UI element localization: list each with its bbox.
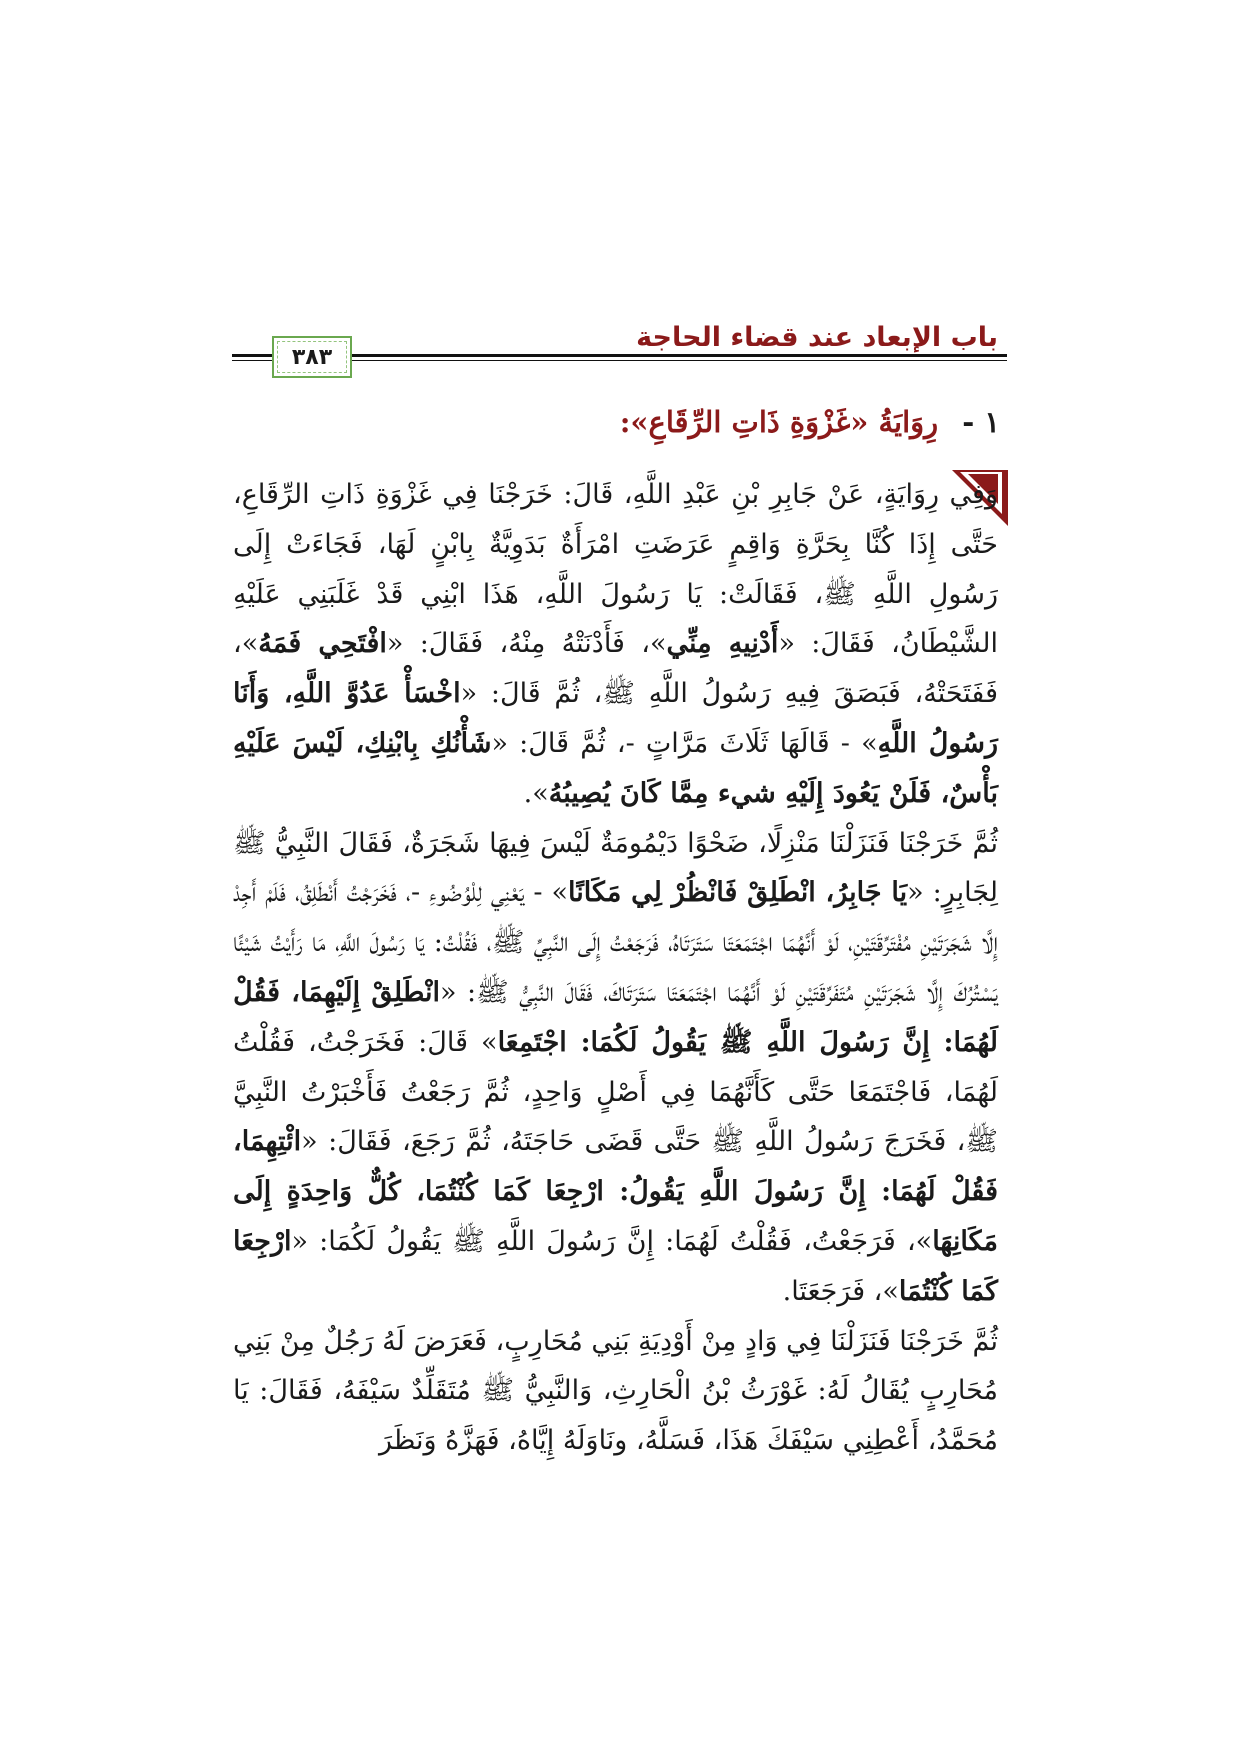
narration-text: ثُمَّ خَرَجْنَا فَنَزَلْنَا مَنْزِلًا، ضَحْوًا دَيْمُومَةٌ لَيْسَ فِيهَا شَجَرَةٌ، فَقَالَ النَّبِيُّ ﷺ لِجَابِرٍ: « [233, 827, 998, 909]
narration-text: »، فَرَجَعَتَا. [782, 1275, 899, 1307]
narration-text: » - يَعْنِي لِلْوُضُوءِ -، فَخَرَجْتُ أَنْطَلِقُ، فَلَمْ أَجِدْ إِلَّا شَجَرَتَيْنِ مُفْتَرِّقَتَيْنِ، لَوْ أَنَّهُمَا اجْتَمَعَتَا سَتَرَتَاهُ، فَرَجَعْتُ إِلَى النَّبِيِّ ﷺ، فَقُلْتُ: يَا رَسُولَ اللَّهِ، مَا رَأَيْتُ شَيْئًا يَسْتُرُكَ إِلَّا شَجَرَتَيْنِ مُتَفَرِّقَتَيْنِ لَوْ أَنَّهُمَا اجْتَمَعَتَا سَتَرَتَاكَ، فَقَالَ النَّبِيُّ ﷺ: « [233, 877, 999, 1008]
paragraph [233, 819, 998, 1317]
hadith-quote: انْطَلِقْ إِلَيْهِمَا، فَقُلْ لَهُمَا: إِنَّ رَسُولَ اللَّهِ ﷺ يَقُولُ لَكُمَا: اجْتَمِعَا [233, 976, 999, 1058]
hadith-quote: ائْتِهِمَا، فَقُلْ لَهُمَا: إِنَّ رَسُولَ اللَّهِ يَقُولُ: ارْجِعَا كَمَا كُنْتُمَا، كُلٌّ وَاحِدَةٍ إِلَى مَكَانِهَا [233, 1126, 998, 1257]
hadith-quote: اخْسَأْ عَدُوَّ اللَّهِ، وَأَنَا رَسُولُ اللَّهِ [233, 678, 998, 759]
narration-text: » - قَالَهَا ثَلَاثَ مَرَّاتٍ -، ثُمَّ قَالَ: « [491, 727, 878, 759]
narration-text: »، فَفَتَحَتْهُ، فَبَصَقَ فِيهِ رَسُولُ اللَّهِ ﷺ، ثُمَّ قَالَ: « [233, 628, 998, 710]
body-text [233, 470, 998, 1466]
hadith-quote: أَدْنِيهِ مِنِّي [666, 628, 779, 660]
chapter-title: باب الإبعاد عند قضاء الحاجة [636, 322, 998, 353]
page-number-badge [272, 336, 352, 378]
section-title: رِوَايَةُ «غَزْوَةِ ذَاتِ الرِّقَاعِ»: [619, 405, 939, 439]
hadith-quote: يَا جَابِرُ، انْطَلِقْ فَانْظُرْ لِي مَكَانًا [568, 877, 908, 909]
page-number: ٣٨٣ [291, 344, 333, 370]
section-number: ١ - [962, 405, 1000, 439]
hadith-quote: افْتَحِي فَمَهُ [258, 628, 387, 660]
narration-text: ». [523, 777, 549, 809]
hadith-quote: ارْجِعَا كَمَا كُنْتُمَا [233, 1225, 998, 1307]
hadith-quote: شَأْنُكِ بِابْنِكِ، لَيْسَ عَلَيْهِ بَأْسٌ، فَلَنْ يَعُودَ إِلَيْهِ شيء مِمَّا كَانَ يُصِيبُهُ [233, 727, 998, 809]
section-heading [620, 405, 1000, 439]
narration-text: » قَالَ: فَخَرَجْتُ، فَقُلْتُ لَهُمَا، فَاجْتَمَعَا حَتَّى كَأَنَّهُمَا فِي أَصْلٍ وَاحِدٍ، ثُمَّ رَجَعْتُ فَأَخْبَرْتُ النَّبِيَّ ﷺ، فَخَرَجَ رَسُولُ اللَّهِ ﷺ حَتَّى قَضَى حَاجَتَهُ، ثُمَّ رَجَعَ، فَقَالَ: « [233, 1026, 998, 1158]
narration-text: ثُمَّ خَرَجْنَا فَنَزَلْنَا فِي وَادٍ مِنْ أَوْدِيَةِ بَنِي مُحَارِبٍ، فَعَرَضَ لَهُ رَجُلٌ مِنْ بَنِي مُحَارِبٍ يُقَالُ لَهُ: غَوْرَثُ بْنُ الْحَارِثِ، وَالنَّبِيُّ ﷺ مُتَقَلِّدٌ سَيْفَهُ، فَقَالَ: يَا مُحَمَّدُ، أَعْطِنِي سَيْفَكَ هَذَا، فَسَلَّهُ، ونَاوَلَهُ إِيَّاهُ، فَهَزَّهُ وَنَظَرَ [233, 1325, 998, 1457]
narration-text: »، فَأَدْنَتْهُ مِنْهُ، فَقَالَ: « [386, 628, 667, 660]
paragraph [233, 1317, 998, 1466]
narration-text: »، فَرَجَعْتُ، فَقُلْتُ لَهُمَا: إِنَّ رَسُولَ اللَّهِ ﷺ يَقُولُ لَكُمَا: « [291, 1225, 933, 1257]
narration-text: وَفِي رِوَايَةٍ، عَنْ جَابِرِ بْنِ عَبْدِ اللَّهِ، قَالَ: خَرَجْنَا فِي غَزْوَةِ ذَاتِ الرِّقَاعِ، حَتَّى إِذَا كُنَّا بِحَرَّةِ وَاقِمٍ عَرَضَتِ امْرَأَةٌ بَدَوِيَّةٌ بِابْنٍ لَهَا، فَجَاءَتْ إِلَى رَسُولِ اللَّهِ ﷺ، فَقَالَتْ: يَا رَسُولَ اللَّهِ، هَذَا ابْنِي قَدْ غَلَبَنِي عَلَيْهِ الشَّيْطَانُ، فَقَالَ: « [233, 479, 998, 660]
paragraph [233, 470, 998, 819]
